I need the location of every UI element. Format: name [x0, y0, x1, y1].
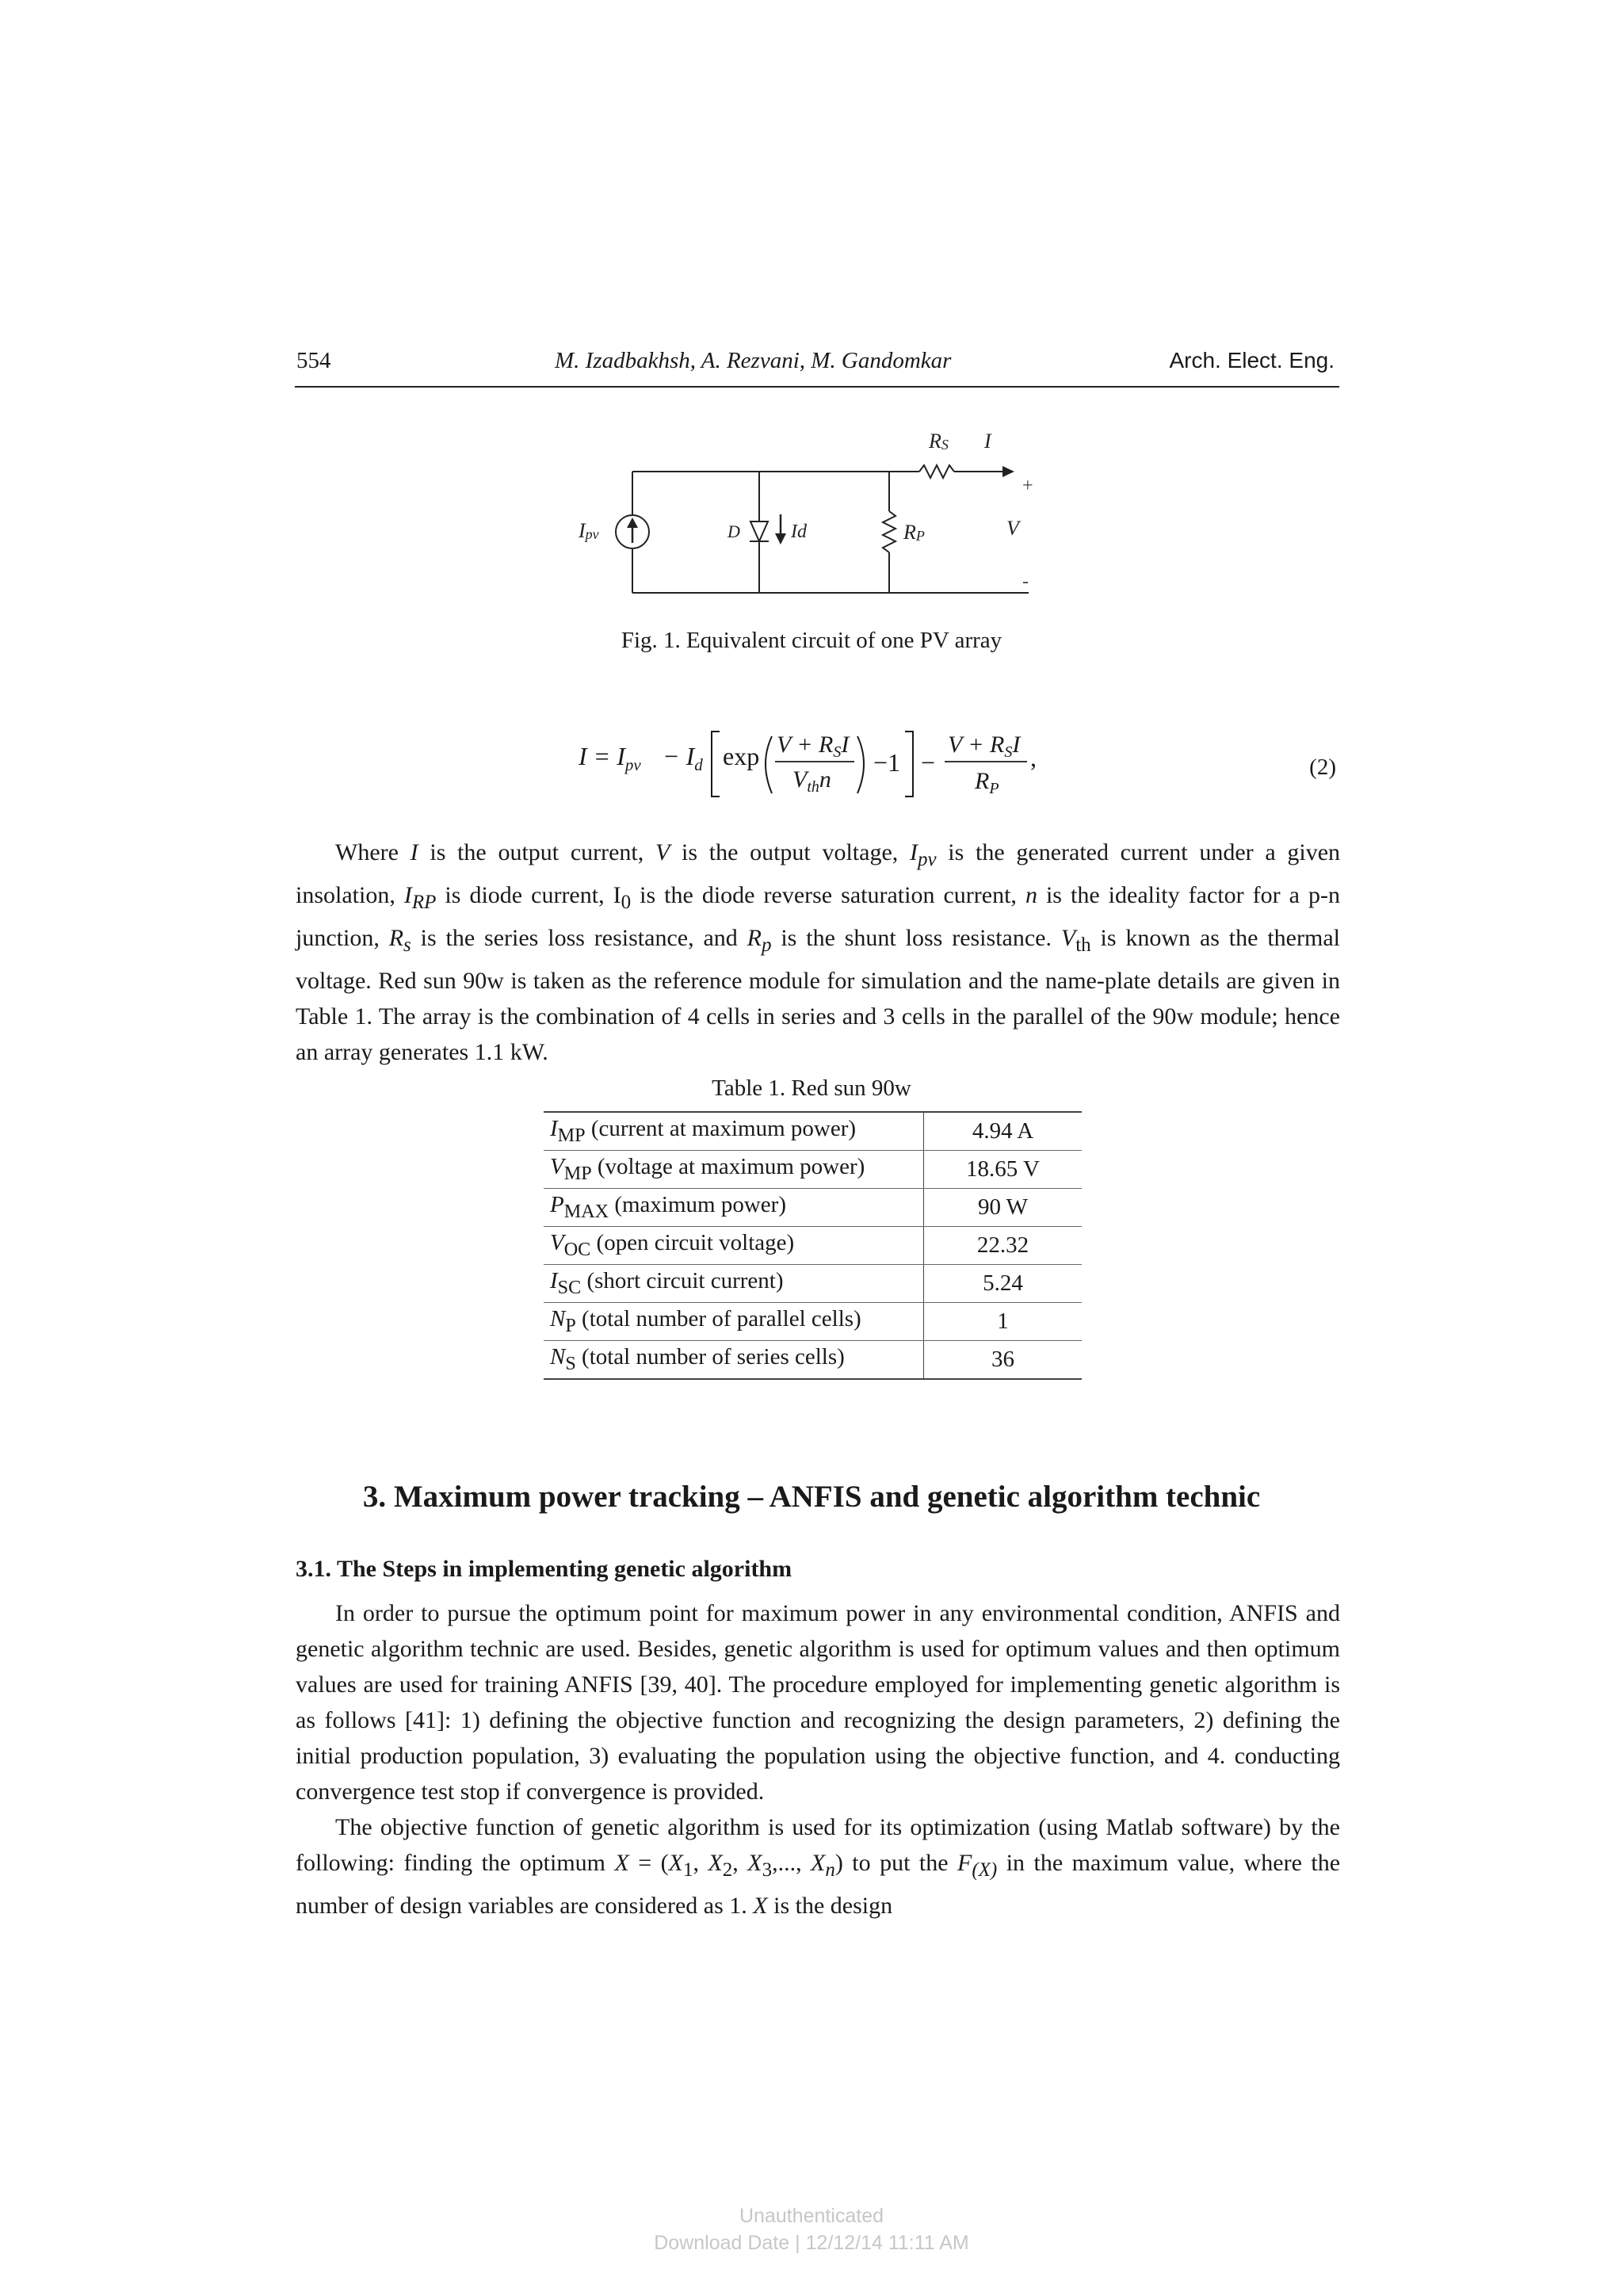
paragraph-definitions: Where I is the output current, V is the output voltage, $I_{pv}$ is the generated current under a given insolation, $I_{RP}$ is diode current, $I_0$ is the diode reverse saturation current, n is the ideality factor for a p-n junction, $R_s$ is the series loss resistance, and $R_p$ is the shunt loss resistance. $V_{th}$ is known as the thermal voltage. Red sun 90w is taken as the reference module for simulation and the name-plate details are given in Table 1. The array is the combination of 4 cells in series and 3 cells in the parallel of the 90w module; hence an array generates 1.1 kW.: [296, 839, 1341, 1065]
eq-minus-id: − I: [663, 742, 695, 770]
eq-frac1-num-sub: S: [833, 743, 842, 761]
svg-text:Vthn: [792, 766, 831, 796]
param-value: 4.94 A: [924, 1112, 1083, 1151]
svg-text:V + RSI: [948, 732, 1022, 761]
eq-minus: −: [921, 748, 936, 777]
table-row: [544, 1189, 1082, 1227]
label-rp-sub: P: [915, 528, 925, 544]
table-row: [544, 1151, 1082, 1189]
svg-text:RS: [928, 432, 949, 453]
label-rs: R: [929, 432, 941, 453]
param-value: 5.24: [924, 1265, 1083, 1303]
spec-table: [544, 1111, 1082, 1380]
table-row: [544, 1341, 1082, 1380]
svg-text:RP: [903, 521, 925, 544]
param-value: 90 W: [924, 1189, 1083, 1227]
param-value: 22.32: [924, 1227, 1083, 1265]
label-diode: D: [727, 521, 740, 541]
footer-auth: Unauthenticated: [739, 2205, 884, 2227]
param-label: $I_{SC}$ (short circuit current): [544, 1265, 924, 1303]
param-label: $N_P$ (total number of parallel cells): [544, 1303, 924, 1341]
label-rs-sub: S: [941, 437, 949, 453]
diode-icon: [750, 521, 769, 541]
param-value: 18.65 V: [924, 1151, 1083, 1189]
eq-id-sub: d: [694, 755, 703, 774]
label-rp: R: [903, 521, 916, 544]
eq-frac1-num: V + R: [777, 732, 834, 758]
figure-caption: Fig. 1. Equivalent circuit of one PV array: [621, 628, 1002, 653]
param-label: $I_{MP}$ (current at maximum power): [544, 1112, 924, 1151]
svg-text:I = Ipv: [579, 742, 641, 774]
svg-text:V + RSI: [777, 732, 850, 761]
svg-text:Ipv: [578, 519, 599, 542]
table-row: [544, 1227, 1082, 1265]
eq-frac2-den-sub: P: [989, 780, 999, 797]
footer-download-date: Download Date | 12/12/14 11:11 AM: [654, 2232, 969, 2254]
eq-frac1-num-tail: I: [841, 732, 850, 758]
paragraph-ga-steps: In order to pursue the optimum point for maximum power in any environmental condition, ANFIS and genetic algorithm technic are used. Besides, genetic algorithm is used for optimum values and then optimum values are used for training ANFIS [39, 40]. The procedure employed for implementing genetic algorithm is as follows [41]: 1) defining the objective function and recognizing the design parameters, 2) defining the initial production population, 3) evaluating the population using the objective function, and 4. conducting convergence test stop if convergence is provided. The objective function of genetic algorithm is used for its optimization (using Matlab software) by the following: finding the optimum $X = (X_1$, $X_2$, $X_3$,..., $X_n$) to put the $F_{(X)}$ in the maximum value, where the number of design variables are considered as 1. X is the design: [296, 1600, 1341, 1919]
table-row: [544, 1112, 1082, 1151]
pv-equivalent-circuit: [571, 432, 1062, 606]
table-row: [544, 1303, 1082, 1341]
eq-ipv-sub: pv: [624, 755, 641, 774]
running-authors: M. Izadbakhsh, A. Rezvani, M. Gandomkar: [555, 348, 952, 373]
eq-frac2-num-tail: I: [1012, 732, 1021, 758]
table-row: [544, 1265, 1082, 1303]
header-rule: [295, 386, 1339, 388]
eq-frac2-num-sub: S: [1004, 743, 1013, 761]
label-ipv: I: [579, 519, 586, 542]
label-id: Id: [791, 521, 807, 542]
eq-lhs: I = I: [579, 742, 625, 770]
label-plus: +: [1022, 476, 1033, 496]
svg-text:− Id: [663, 742, 703, 774]
label-minus: -: [1022, 571, 1029, 592]
label-voltage: V: [1006, 517, 1019, 540]
param-label: $P_{MAX}$ (maximum power): [544, 1189, 924, 1227]
eq-exp: exp: [723, 742, 760, 770]
section-title: 3. Maximum power tracking – ANFIS and genetic algorithm technic: [362, 1480, 1261, 1514]
equation-number: (2): [1309, 755, 1336, 780]
eq-comma: ,: [1030, 743, 1037, 772]
eq-frac2-num: V + R: [948, 732, 1005, 758]
param-label: $V_{OC}$ (open circuit voltage): [544, 1227, 924, 1265]
eq-minus-one: −1: [873, 748, 901, 777]
param-label: $V_{MP}$ (voltage at maximum power): [544, 1151, 924, 1189]
output-current-arrow-icon: [1002, 466, 1014, 477]
label-ipv-sub: pv: [585, 526, 599, 542]
diode-current-arrow-icon: [775, 514, 786, 544]
param-label: $N_S$ (total number of series cells): [544, 1341, 924, 1380]
page-number: 554: [296, 348, 331, 373]
eq-frac2-den: R: [975, 768, 990, 794]
svg-text:RP: [974, 768, 999, 797]
eq-frac1-den-sub: th: [807, 778, 819, 796]
param-value: 1: [924, 1303, 1083, 1341]
eq-frac1-den-tail: n: [819, 766, 831, 793]
param-value: 36: [991, 1347, 1014, 1372]
eq-frac1-den: V: [792, 766, 808, 793]
journal-name: Arch. Elect. Eng.: [1169, 348, 1335, 372]
equation-2: [579, 717, 1070, 804]
subsection-title: 3.1. The Steps in implementing genetic algorithm: [296, 1556, 792, 1582]
label-current: I: [984, 432, 991, 453]
table-title: Table 1. Red sun 90w: [712, 1075, 911, 1101]
current-source-icon: [627, 518, 638, 543]
